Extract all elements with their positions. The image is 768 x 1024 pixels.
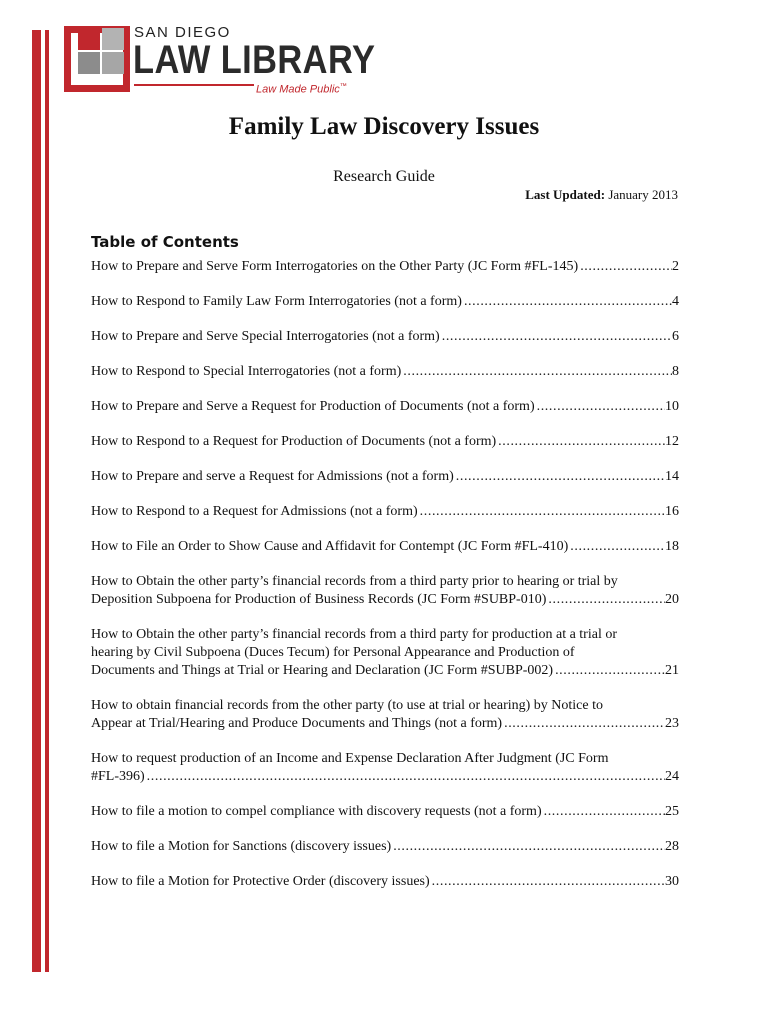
- toc-page-number: 6: [672, 329, 679, 344]
- toc-dot-leader: [568, 538, 665, 556]
- toc-entry[interactable]: [91, 803, 679, 821]
- toc-entry[interactable]: [91, 838, 679, 856]
- toc-dot-leader: [430, 873, 665, 891]
- toc-dot-leader: [418, 503, 665, 521]
- toc-page-number: 16: [665, 504, 679, 519]
- logo-main-text: LAW LIBRARY: [133, 38, 376, 82]
- toc-entry-line: [91, 591, 679, 609]
- toc-entry[interactable]: [91, 697, 679, 733]
- toc-entry[interactable]: [91, 573, 679, 609]
- toc-entry-line: [91, 503, 679, 521]
- toc-entry-line: [91, 398, 679, 416]
- toc-entry-title: How to Respond to a Request for Admissions (not a form): [91, 504, 418, 519]
- toc-entry-line: [91, 768, 679, 786]
- toc-entry-line: [91, 258, 679, 276]
- toc-page-number: 23: [665, 716, 679, 731]
- toc-entry-text-line: How to Obtain the other party’s financial records from a third party for production at a trial or: [91, 627, 617, 642]
- table-of-contents: [91, 258, 679, 908]
- toc-page-number: 24: [665, 769, 679, 784]
- toc-entry-title: How to file a Motion for Sanctions (discovery issues): [91, 839, 392, 854]
- san-diego-law-library-logo: [64, 24, 376, 102]
- toc-entry-line: [91, 363, 679, 381]
- toc-entry[interactable]: [91, 398, 679, 416]
- toc-dot-leader: [454, 468, 665, 486]
- toc-page-number: 25: [665, 804, 679, 819]
- logo-top-text: SAN DIEGO: [134, 24, 231, 41]
- toc-entry-title: How to File an Order to Show Cause and Affidavit for Contempt (JC Form #FL-410): [91, 539, 569, 554]
- toc-entry-line: [91, 538, 679, 556]
- toc-dot-leader: [401, 363, 672, 381]
- toc-page-number: 12: [665, 434, 679, 449]
- toc-entry[interactable]: [91, 363, 679, 381]
- toc-page-number: 14: [665, 469, 679, 484]
- toc-entry-title: Documents and Things at Trial or Hearing and Declaration (JC Form #SUBP-002): [91, 663, 554, 678]
- toc-entry[interactable]: [91, 328, 679, 346]
- toc-entry-title: How to file a motion to compel compliance with discovery requests (not a form): [91, 804, 542, 819]
- toc-entry-line: [91, 328, 679, 346]
- toc-page-number: 20: [665, 592, 679, 607]
- toc-heading: Table of Contents: [91, 233, 239, 251]
- toc-page-number: 18: [665, 539, 679, 554]
- toc-entry-title: How to Prepare and serve a Request for Admissions (not a form): [91, 469, 454, 484]
- toc-entry-text-line: hearing by Civil Subpoena (Duces Tecum) for Personal Appearance and Production of: [91, 645, 575, 660]
- toc-page-number: 21: [665, 663, 679, 678]
- toc-page-number: 2: [672, 259, 679, 274]
- toc-page-number: 10: [665, 399, 679, 414]
- toc-entry-title: How to Respond to a Request for Production of Documents (not a form): [91, 434, 497, 449]
- toc-dot-leader: [535, 398, 665, 416]
- logo-tagline: Law Made Public™: [256, 83, 347, 96]
- toc-entry-line: [91, 873, 679, 891]
- toc-entry-text-line: How to Obtain the other party’s financial records from a third party prior to hearing or trial by: [91, 574, 618, 589]
- toc-dot-leader: [546, 591, 665, 609]
- toc-page-number: 28: [665, 839, 679, 854]
- toc-dot-leader: [391, 838, 665, 856]
- page-title: Family Law Discovery Issues: [228, 113, 540, 140]
- toc-entry[interactable]: [91, 873, 679, 891]
- toc-dot-leader: [553, 662, 665, 680]
- toc-dot-leader: [542, 803, 665, 821]
- toc-entry-title: How to Prepare and Serve Form Interrogatories on the Other Party (JC Form #FL-145): [91, 259, 579, 274]
- last-updated-value: January 2013: [608, 187, 678, 202]
- page-subtitle: Research Guide: [333, 168, 435, 185]
- toc-entry[interactable]: [91, 258, 679, 276]
- last-updated: [525, 187, 678, 203]
- toc-dot-leader: [496, 433, 665, 451]
- toc-entry-title: How to Respond to Special Interrogatories (not a form): [91, 364, 402, 379]
- toc-entry-title: How to Prepare and Serve Special Interrogatories (not a form): [91, 329, 440, 344]
- toc-page-number: 30: [665, 874, 679, 889]
- toc-dot-leader: [578, 258, 672, 276]
- last-updated-label: Last Updated:: [525, 187, 606, 202]
- toc-entry-line: [91, 293, 679, 311]
- logo-mark-icon: [64, 26, 130, 92]
- toc-entry[interactable]: [91, 433, 679, 451]
- toc-entry-title: Deposition Subpoena for Production of Business Records (JC Form #SUBP-010): [91, 592, 547, 607]
- toc-entry-title: #FL-396): [91, 769, 145, 784]
- toc-entry-title: How to Prepare and Serve a Request for Production of Documents (not a form): [91, 399, 535, 414]
- toc-page-number: 8: [672, 364, 679, 379]
- toc-entry-line: [91, 838, 679, 856]
- toc-entry-title: How to Respond to Family Law Form Interrogatories (not a form): [91, 294, 462, 309]
- toc-entry[interactable]: [91, 626, 679, 680]
- toc-dot-leader: [145, 768, 665, 786]
- toc-dot-leader: [440, 328, 672, 346]
- toc-entry-line: [91, 803, 679, 821]
- toc-entry-line: [91, 468, 679, 486]
- toc-entry[interactable]: [91, 538, 679, 556]
- toc-dot-leader: [462, 293, 672, 311]
- toc-entry[interactable]: [91, 468, 679, 486]
- toc-entry-line: [91, 715, 679, 733]
- toc-entry-line: [91, 433, 679, 451]
- toc-entry[interactable]: [91, 750, 679, 786]
- toc-entry[interactable]: [91, 503, 679, 521]
- toc-entry-title: Appear at Trial/Hearing and Produce Documents and Things (not a form): [91, 716, 503, 731]
- toc-page-number: 4: [672, 294, 679, 309]
- toc-entry-text-line: How to obtain financial records from the other party (to use at trial or hearing) by Notice to: [91, 698, 603, 713]
- toc-entry-text-line: How to request production of an Income and Expense Declaration After Judgment (JC Form: [91, 751, 609, 766]
- toc-dot-leader: [502, 715, 665, 733]
- toc-entry-title: How to file a Motion for Protective Order (discovery issues): [91, 874, 430, 889]
- toc-entry[interactable]: [91, 293, 679, 311]
- toc-entry-line: [91, 662, 679, 680]
